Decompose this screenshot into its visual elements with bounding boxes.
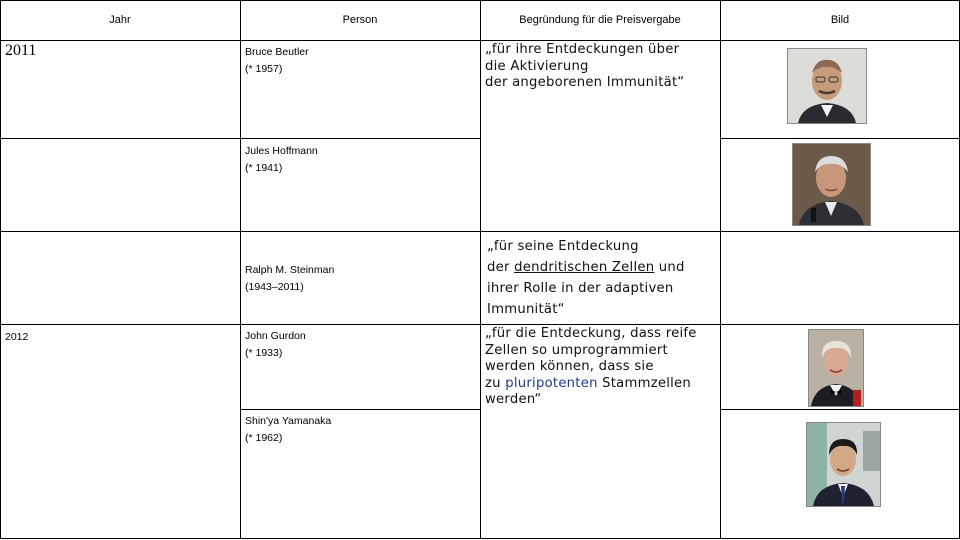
person-beutler — [245, 44, 309, 78]
column-divider-3 — [720, 0, 721, 539]
person-yamanaka — [245, 413, 331, 447]
column-divider-2 — [480, 0, 481, 539]
person-hoffmann — [245, 143, 318, 177]
reason-2011-innate: „für ihre Entdeckungen über die Aktivierung der angeborenen Immunität“ — [485, 42, 685, 90]
link-dendritic-cells[interactable]: dendritischen Zellen — [514, 260, 655, 275]
person-name: Shin'ya Yamanaka — [245, 415, 332, 427]
year-2011: 2011 — [5, 42, 37, 59]
person-dates: (* 1957) — [245, 63, 283, 75]
header-image: Bild — [830, 14, 850, 26]
person-name: Bruce Beutler — [245, 46, 309, 58]
reason-2011-dendritic: „für seine Entdeckung der dendritischen Zellen und ihrer Rolle in der adaptiven Immunität“ — [487, 239, 685, 317]
person-name: John Gurdon — [245, 330, 306, 342]
person-dates: (* 1933) — [245, 347, 283, 359]
link-pluripotent[interactable]: pluripotenten — [505, 375, 598, 391]
row-divider-4 — [240, 409, 480, 410]
table-border-left — [0, 0, 1, 539]
person-photo-icon — [788, 49, 866, 123]
person-gurdon — [245, 328, 306, 362]
row-divider-1-image — [720, 138, 960, 139]
row-divider-4-image — [720, 409, 960, 410]
person-photo-icon — [807, 423, 880, 506]
person-name: Ralph M. Steinman — [245, 264, 335, 276]
person-photo-icon — [809, 330, 863, 406]
person-photo-icon — [793, 144, 870, 225]
person-steinman — [245, 262, 334, 296]
portrait-yamanaka — [806, 422, 881, 507]
person-name: Jules Hoffmann — [245, 145, 318, 157]
header-person: Person — [342, 14, 378, 26]
person-dates: (* 1941) — [245, 162, 283, 174]
year-2012: 2012 — [5, 331, 29, 343]
reason-2012-reprogramming: „für die Entdeckung, dass reife Zellen so umprogrammiert werden können, dass sie zu pluripotenten Stammzellen werden“ — [485, 326, 697, 407]
portrait-gurdon — [808, 329, 864, 407]
portrait-beutler — [787, 48, 867, 124]
person-dates: (* 1962) — [245, 432, 283, 444]
portrait-hoffmann — [792, 143, 871, 226]
header-year: Jahr — [109, 14, 131, 26]
header-reason: Begründung für die Preisvergabe — [519, 14, 681, 26]
person-dates: (1943–2011) — [245, 281, 304, 293]
column-divider-1 — [240, 0, 241, 539]
